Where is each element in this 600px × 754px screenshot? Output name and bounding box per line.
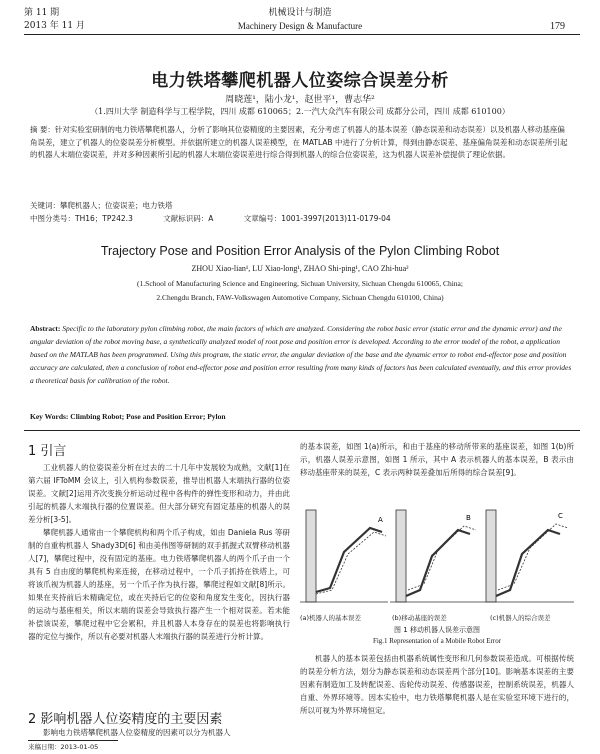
classification-cn — [30, 213, 572, 224]
header-issue: 第 11 期 — [24, 8, 60, 18]
paragraph: 工业机器人的位姿误差分析在过去的二十几年中发展较为成熟，文献[1]在第六届 IFToMM 会议上，引入机构参数误差，推导出机器人末端执行器的位姿误差。文献[2]运用齐次变换分析运动过程中各构件的弹性变形和动力，并由此引起的机器人末端执行器的位置误差。但大部分研究有固定基座的机器人的误差分析[3-5]。 — [28, 463, 290, 524]
article-number: 文章编号：1001-3997(2013)11-0179-04 — [243, 214, 391, 223]
figure-panel-b — [390, 510, 480, 602]
section-2-body — [28, 726, 290, 739]
affiliation-cn: （1.四川大学 制造科学与工程学院，四川 成都 610065；2.一汽大众汽车有限公司 成都分公司，四川 成都 610100） — [90, 107, 510, 116]
footnote-rule — [28, 740, 118, 741]
paragraph: 机器人的基本误差包括由机器系统属性变形和几何参数误差造成。可根据传统的误差分析方法，划分为静态误差和动态误差两个部分[10]。影响基本误差的主要因素有制造加工及转配误差、齿轮传动误差、传感器误差，控制系统误差，机器人自重、外界环境等。因本实验中，电力铁塔攀爬机器人是在实验室环境下进行的，所以可视为外界环境恒定。 — [300, 654, 574, 715]
doc-code: 文献标识码：A — [163, 214, 214, 223]
header-page-number: 179 — [550, 21, 565, 32]
figure-label-c: C — [558, 512, 563, 520]
figure-caption-cn: 图 1 移动机器人误差示意图 — [394, 626, 480, 634]
affiliation-en-1: (1.School of Manufacturing Science and Engineering, Sichuan University, Sichuan Chengdu 610065, China; — [137, 279, 463, 288]
figure-caption-en: Fig.1 Representation of a Mobile Robot Error — [372, 637, 502, 645]
footnote-received-date: 来稿日期：2013-01-05 — [28, 743, 99, 751]
title-en: Trajectory Pose and Position Error Analysis of the Pylon Climbing Robot — [100, 244, 500, 258]
keywords-en: Key Words: Climbing Robot; Pose and Position Error; Pylon — [30, 412, 226, 421]
right-column-intro — [300, 440, 574, 479]
figure-panel-c — [480, 510, 574, 602]
header-rule — [24, 34, 580, 35]
abstract-en-label: Abstract: — [30, 324, 61, 333]
title-cn: 电力铁塔攀爬机器人位姿综合误差分析 — [151, 71, 449, 91]
figure-sub-a: (a)机器人的基本误差 — [300, 614, 362, 622]
figure-panel-a — [300, 510, 388, 602]
section-2-title: 2 影响机器人位姿精度的主要因素 — [28, 712, 223, 727]
section-1-title: 1 引言 — [28, 444, 67, 459]
paragraph: 的基本误差，如图 1(a)所示，和由于基座的移动所带来的基座误差，如图 1(b)所示，机器人误差示意图，如图 1 所示，其中 A 表示机器人的基本误差，B 表示由移动基座带来的误差，C 表示两种误差叠加后所得的综合误差[9]。 — [300, 442, 574, 477]
figure-label-b: B — [466, 514, 471, 522]
clc-number: 中图分类号：TH16；TP242.3 — [30, 214, 133, 223]
authors-cn: 周晓莲¹，陆小龙¹，赵世平¹，曹志华² — [225, 95, 375, 105]
figure-sub-b: (b)移动基座的误差 — [392, 614, 447, 622]
keywords-cn: 关键词：攀爬机器人；位姿误差；电力铁塔 — [30, 201, 173, 210]
right-column-body — [300, 652, 574, 717]
affiliation-en-2: 2.Chengdu Branch, FAW-Volkswagen Automotive Company, Sichuan Chengdu 610100, China) — [156, 293, 444, 302]
figure-label-a: A — [378, 516, 383, 524]
figure-sub-c: (c)机器人的综合误差 — [490, 614, 551, 622]
abstract-rule — [24, 430, 580, 431]
section-1-body — [28, 461, 290, 643]
paragraph: 影响电力铁塔攀爬机器人位姿精度的因素可以分为机器人 — [43, 728, 231, 737]
paragraph: 攀爬机器人通常由一个攀爬机构和两个爪子构成，如由 Daniela Rus 等研制的自重构机器人 Shady3D[6] 和由美伟图等研制的双手抓握式双臂移动机器人[7]，攀爬过程中，没有固定的基座。电力铁塔攀爬机器人的两个爪子由一个具有 5 自由度的攀爬机构来连接，在移动过程中，一个爪子抓持在铁塔上，可将该爪视为机器人的基座，另一个爪子作为执行器，攀爬过程如文献[8]所示。如果在夹持前后未精确定位，或在夹持后它的位姿和角度发生变化，因执行器的运动与基座相关，所以末端的误差会导致执行器产生一个相对误差。若未能补偿该误差，攀爬过程中它会累积，并且机器人本身存在的误差也将影响执行器的定位与操作，所以有必要对机器人末端执行器的误差进行分析计算。 — [28, 528, 290, 641]
header-journal-en: Machinery Design & Manufacture — [237, 21, 363, 31]
header-journal-cn: 机械设计与制造 — [268, 8, 332, 18]
authors-en: ZHOU Xiao-lian¹, LU Xiao-long¹, ZHAO Shi-ping¹, CAO Zhi-hua² — [191, 264, 409, 273]
abstract-cn: 摘 要：针对实验室研制的电力铁塔攀爬机器人，分析了影响其位姿精度的主要因素，充分考虑了机器人的基本误差（静态误差和动态误差）以及机器人移动基座偏角误差，建立了机器人的位姿误差分析模型。并依据所建立的机器人误差模型，在 MATLAB 中进行了分析计算，得到由静态误差、基座偏角误差和动态误差所引起的机器人末端位姿误差，并对多种因素所引起的机器人末端位姿误差进行综合得到机器人的综合位姿误差，这为机器人误差补偿提供了理论依据。 — [30, 125, 568, 159]
figure-1 — [300, 492, 574, 610]
header-date: 2013 年 11 月 — [24, 21, 85, 31]
abstract-en-text: Specific to the laboratory pylon climbing robot, the main factors of which are analyzed. Considering the robot basic error (static error and the dynamic error) and the angular deviation of the robot moving base, a synthetically analyzed model of root pose and position error is developed. According to the error model of the robot, a application based on the MATLAB has been programmed. Using this program, the static error, the angular deviation of the base and the dynamic error to robot end-effector pose and position accuracy are calculated, then a conclusion of robot end-effector pose and position error resulting from many kinds of factors has been calculated eventually, and this error provides a theoretical basis for calibration of the robot. — [30, 324, 572, 385]
abstract-en — [30, 322, 572, 387]
